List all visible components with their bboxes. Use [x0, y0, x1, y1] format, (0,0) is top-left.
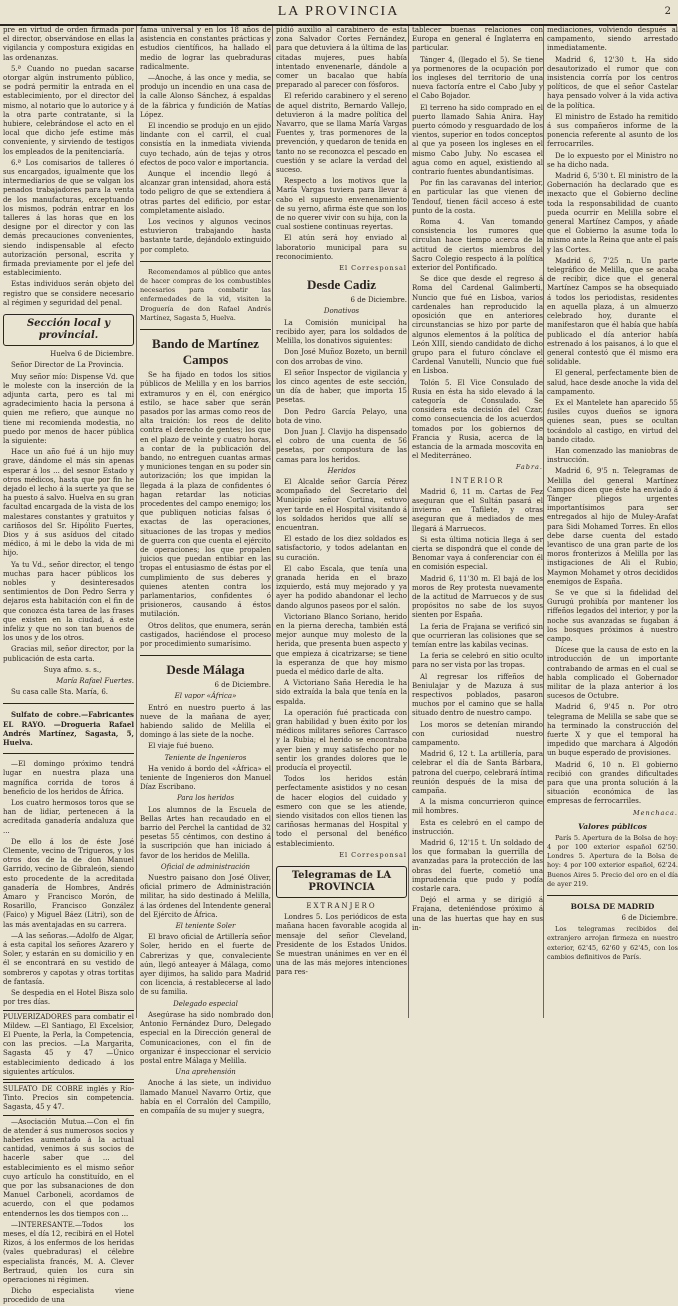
article-heading: Desde Málaga	[166, 662, 245, 678]
paragraph: Entró en nuestro puerto á las nueve de la mañana de ayer, habiendo salido de Melilla el domingo á las siete de la noche.	[140, 703, 271, 740]
paragraph: Madrid 6, 7'25 n. Un parte telegráfico de Melilla, que se acaba de recibir, dice que el general Martínez Campos se ha obsequiado á todos los periodistas, residentes en aquella plaza, á un almuerzo celebrado hoy, durante el manifestaron que él había que había publicado el día anterior había estrenado á los paisanos, á lo que el general contestó que él mismo era solidable.	[547, 256, 678, 367]
section-heading: Sección local y provincial.	[3, 314, 134, 346]
paragraph: Los vecinos y algunos vecinos estuvieron trabajando hasta bastante tarde, dejándolo extinguido por completo.	[140, 218, 271, 254]
column-4	[412, 26, 543, 1018]
paragraph: La feria se celebró en sitio oculto para no ser vista por las tropas.	[412, 652, 543, 670]
paragraph: Nuestro paisano don José Oliver, oficial primero de Administración militar, ha sido destinado á Melilla, á las órdenes del Intendente general del Ejército de África.	[140, 874, 271, 919]
dateline: 6 de Diciembre.	[214, 681, 271, 690]
column-5	[547, 26, 678, 1018]
column-3	[276, 26, 407, 1018]
paragraph: Madrid 6, 9'45 n. Por otro telegrama de Melilla se sabe que se ha terminado la construcción del fuerte X y que el temporal ha impedido que marchara á Algodón un buque esperado de provisiones.	[547, 703, 678, 758]
newspaper-title: LA PROVINCIA	[277, 4, 400, 19]
address: Su casa calle Sta. María, 6.	[11, 688, 109, 697]
paragraph: Madrid 6, 11'30 m. El bajá de los moros de Rey protesta nuevamente de la actitud de Marruecos y de sus propósitos no sabe de los suyos sienten por España.	[412, 574, 543, 620]
dateline: 6 de Diciembre.	[621, 914, 678, 923]
byline: Menchaca.	[633, 808, 678, 817]
paragraph: La feria de Frajana se verificó sin que ocurrieran las colisiones que se temían entre las kabilas vecinas.	[412, 622, 543, 649]
dateline: Huelva 6 de Diciembre.	[50, 350, 134, 359]
column-2	[140, 26, 271, 1115]
paragraph: El ministro de Estado ha remitido á sus compañeros informe de la ponencia referente al asunto de los ferrocarriles.	[547, 112, 678, 149]
subheading: Oficial de administración	[160, 862, 251, 871]
column-1	[3, 26, 134, 1305]
paragraph: De lo expuesto por el Ministro no se ha dicho nada.	[547, 151, 678, 169]
paragraph: El general, perfectamente bien de salud, hace desde anoche la vida del campamento.	[547, 369, 678, 396]
paragraph: Asegúrase ha sido nombrado don Antonio Fernández Duro, Delegado especial en la Dirección general de Comunicaciones, con el fin de organizar é inspeccionar el servicio postal entre Málaga y Melilla.	[140, 1010, 271, 1065]
paragraph: El bravo oficial de Artillería señor Soler, herido en el fuerte de Cabrerizas y que, convaleciente aún, llegó anteayer á Málaga, como ayer dijimos, ha salido para Madrid con licencia, á restablecerse al lado de su familia.	[140, 933, 271, 997]
subheading: El teniente Soler	[175, 922, 236, 931]
paragraph: Se despedia en el Hotel Bisza solo por tres días.	[3, 989, 134, 1007]
paragraph: Dícese que la causa de esto en la introducción de un importante contrabando de armas en el cual se habla complicado el Gobernador militar de la plaza anterior á los sucesos de Octubre.	[547, 646, 678, 701]
market-quotes: Los telegramas recibidos del extranjero arrojan firmeza en nuestro exterior, 62'45, 62'60 y 62'45, con los cambios definitivos de París.	[547, 925, 678, 961]
divider	[3, 753, 134, 754]
subheading: Para los heridos	[176, 794, 235, 803]
paragraph: El terreno ha sido comprado en el puerto llamado Sahia Anira. Hay puerto cómodo y resguardado de los vientos, superior en todos conceptos al que ya poseen los ingleses en el mismo Cabo Juby. No escasea el agua como en aquel, existiendo al contrario fuentes abundantísimas.	[412, 103, 543, 177]
notice: Recomendamos al público que antes de hacer compras de los combustibles necesarios para combatir las enfermedades de la vid, visiten la Droguería de don Rafael Andrés Martínez, Sagasta 5, Huelva.	[140, 267, 271, 322]
dateline: 6 de Diciembre.	[350, 296, 407, 305]
divider	[3, 703, 134, 704]
article-heading: Telegramas de LA PROVINCIA	[276, 866, 407, 898]
paragraph: Dicho especialista viene procedido de una	[3, 1287, 134, 1305]
column-rule	[408, 26, 409, 1018]
paragraph: Don Pedro García Pelayo, una bota de vino.	[276, 407, 407, 425]
masthead	[0, 0, 677, 26]
paragraph: Tolón 5. El Vice Consulado de Rusia en ésta ha sido elevado á la categoría de Consulado. Se considera esta decisión del Czar, como consecuencia de los acuerdos tomados por los gobiernos de Francia y Rusia, acerca de la estancia de la armada moscovita en el Mediterráneo.	[412, 378, 543, 461]
paragraph: Los alumnos de la Escuela de Bellas Artes han recaudado en el barrio del Perchel la cantidad de 32 pesetas 55 céntimos, con destino á la suscripción que han iniciado á favor de los heridos de Melilla.	[140, 805, 271, 860]
subheading: INTERIOR	[450, 476, 505, 485]
paragraph: Anoche á las siete, un individuo llamado Manuel Navarro Ortiz, que había en el Corralón del Campillo, en compañía de su mujer y suegra,	[140, 1079, 271, 1115]
paragraph: El Alcalde señor García Pérez acompañado del Secretario del Municipio señor Cortina, estuvo ayer tarde en el Hospital visitando á los soldados heridos que allí se encuentran.	[276, 477, 407, 532]
paragraph: El atún será hoy enviado al laboratorio municipal para su reconocimiento.	[276, 234, 407, 261]
paragraph: Don José Muñoz Bozeto, un bernil con dos arrobas de vino.	[276, 348, 407, 366]
notice: Sulfato de cobre.—Fabricantes EL RAYO. —Drogueria Rafael Andrés Martínez, Sagasta, 5, Huelva.	[3, 710, 134, 748]
column-rule	[543, 26, 544, 1018]
paragraph: Don Juan J. Clavijo ha dispensado el cobro de una cuenta de 56 pesetas, por compostura de las camas para los heridos.	[276, 427, 407, 464]
paragraph: La operación fué practicada con gran habilidad y buen éxito por los médicos militares señores Carrasco y la Rubia; el herido se encontraba ayer bien y muy satisfecho por no sentir los grandes dolores que le producía el proyectil.	[276, 708, 407, 773]
paragraph: Hace un año fué á un hijo muy grave, dándome el más sin apenas esperar á los ... del sesnor Estado y otros médicos, hasta que por fin he dejado el lecho á la suerte ya que se ha puesto á salvo. Huelva en su gran facultad encargada de la vista de los malestares constantes y gratuitos y cariñosos del Sr. Hipólito Fuertes, Dios y á sus asíduos del citado médico, á mi le debo la vida de mi hijo.	[3, 448, 134, 558]
paragraph: —A las señoras.—Adolfo de Algar, á esta capital los señores Azarero y Soler, y estarán en su domicilio y en él se encontrará en su vestido de sombreros y capotas y otras tortitas de fantasía.	[3, 931, 134, 986]
paragraph: pre en virtud de orden firmada por el director, observándose en ellas la vigilancia y compostura exigidas en las ordenanzas.	[3, 26, 134, 62]
paragraph: Madrid 6, 9'5 n. Telegramas de Melilla del general Martínez Campos dicen que éste ha enviado á Tánger pliegos urgentes importantísimos para ser entregados al hijo de Muley-Arafat para Sidi Mohamed Torres. En ellos debe darse cuenta del estado levantisco de una gran parte de los moros fronterizos á Melilla por las instigaciones de Ali el Rubio, Maymon Mohamet y otros decididos enemigos de España.	[547, 467, 678, 586]
paragraph: Madrid 6, 10 n. El gobierno recibió con grandes dificultades para que una pronta solución á la situación económica de las empresas de ferrocarriles.	[547, 760, 678, 806]
subheading: Heridos	[327, 466, 356, 475]
paragraph: Dejó el arma y se dirigió á Frajana, deteniéndose próximo á una de las huertas que hay en sus in-	[412, 896, 543, 932]
column-rule	[272, 26, 273, 1018]
paragraph: Estas individuos serán objeto del registro que se considere necesario al régimen y seguridad del penal.	[3, 280, 134, 307]
paragraph: El cabo Escala, que tenía una granada herida en el brazo izquierdo, está muy mejorado y ya ayer ha podido abandonar el lecho dando algunos paseos por el salón.	[276, 564, 407, 610]
paragraph: Los moros se detenían mirando con curiosidad nuestro campamento.	[412, 720, 543, 748]
closing: Suya afmo. s. s.,	[43, 665, 102, 674]
paragraph: Los cuatro hermosos toros que se han de lidiar, pertenecen á la acreditada ganadería andaluza que ...	[3, 799, 134, 835]
paragraph: Se ve que si la fidelidad del Gurugú prohibía por mantener los riffeños legados del interior, y por la noche sus avanzadas se fugaban á los bosques próximos á nuestro campo.	[547, 588, 678, 643]
subheading: El vapor «África»	[174, 692, 237, 701]
paragraph: Aunque el incendio llegó á alcanzar gran intensidad, ahora está todo peligro de que se extendiera á otras partes del edificio, por estar completamente aislado.	[140, 170, 271, 215]
divider	[140, 329, 271, 330]
paragraph: Todos los heridos están perfectamente asistidos y no cesan de hacer elogios del cuidado y esmero con que se les atiende, siendo visitados con ellos tienen las cariñosas hermanas del Hospital y todo el personal del benéfico establecimiento.	[276, 775, 407, 848]
paragraph: Madrid 6, 12'15 t. Un soldado de los que formaban la guerrilla de avanzadas para la protección de las obras del fuerte, cometió una imprudencia que pudo y podía costarle cara.	[412, 839, 543, 894]
paragraph: Tánger 4, (llegado el 5). Se tiene ya pormenores de la ocupación por los ingleses del territorio de una nueva factoría entre el Cabo Juby y el Cabo Bojador.	[412, 55, 543, 101]
paragraph: Ha venido á bordo del «África» el teniente de Ingenieros don Manuel Díaz Escribano.	[140, 764, 271, 792]
paragraph: El viaje fué bueno.	[148, 742, 214, 751]
subheading: Valores públicos	[578, 821, 647, 831]
byline: El Corresponsal	[339, 850, 407, 859]
paragraph: Ex el Mantelete han aparecido 55 fusiles cuyos dueños se ignora quienes sean, pues se ocultan tocándolo al castigo, en virtud del bando citado.	[547, 398, 678, 444]
paragraph: Han comenzado las maniobras de instrucción.	[547, 446, 678, 465]
subheading: Una aprehensión	[175, 1068, 236, 1077]
paragraph: El referido carabinero y el sereno de aquel distrito, Bernardo Vallejo, detuvieron á la madre política del Navarro, que se llama María Vargas Fuentes y, tras pormenores de la prevención, y quedaron de tenida en tanto no se reconozca el pescado en cuestión y se aclare la verdad del suceso.	[276, 92, 407, 175]
paragraph: 6.ª Los comisarios de talleres ó sus encargados, igualmente que los intermediarios de que se valgan los penados trabajadores para la venta de los manufacturas, exceptuando los mismos, podrán entrar en los talleres á las horas que en los designe por el director y con las demás precauciones convenientes, siendo indispensable al efecto autorización personal, escrita y firmada previamente por el jefe del establecimiento.	[3, 158, 134, 278]
subheading: Teniente de Ingenieros	[164, 753, 247, 762]
paragraph: Ya tu Vd., señor director, el tengo muchas para hacer públicos los nobles y desinteresados sentimientos de Don Pedro Serra y dejaros esta habitación con el fin de que conozca ésta tarea de las frases que existen en la ciudad, á este infeliz y que no son tan buenos de los unos y de los otros.	[3, 560, 134, 643]
subheading: Donativos	[323, 307, 360, 316]
paragraph: Respecto a los motivos que la María Vargas tuviera para llevar á cabo el supuesto envenenamiento de su yerno, afirma éste que son los de no querer vivir con su hija, con la cual sostiene continuas reyertas.	[276, 177, 407, 232]
byline: Fabra.	[515, 463, 543, 472]
paragraph: La Comisión municipal ha recibido ayer, para los soldados de Melilla, los donativos siguientes:	[276, 318, 407, 346]
market-quotes: París 5. Apertura de la Bolsa de hoy: 4 por 100 exterior español 62'50. Londres 5. Apertura de la Bolsa de hoy: 4 por 100 exterior español, 62'24. Buenos Aires 5. Precio del oro en el día de ayer 219.	[547, 833, 678, 888]
paragraph: Madrid 6, 12 t. La artillería, para celebrar el día de Santa Bárbara, patrona del cuerpo, celebrará íntima reunión después de la misa de campaña.	[412, 750, 543, 796]
paragraph: Se ha fijado en todos los sitios públicos de Melilla y en los barrios extramuros y en él, con enérgico estilo, se hace saber que serán pasados por las armas como reos de alta traición: los reos de delito contra el derecho de gentes; los que en el plazo de veinte y cuatro horas, a contar de la publicación del bando, no entreguen cuantas armas y municiones tengan en su poder sin autorización; los que impidan la llegada á la plaza de confidentes ó hagan retardar las noticias procedentes del campo enemigo; los que publiquen noticias falsas ó exactas de las operaciones, situaciones de las tropas y medios de guerra con que cuenta el ejército de operaciones; los que propalen juicios que puedan entibiar en las tropas el entusiasmo de éstas por el cumplimiento de sus deberes y quienes atenten contra los parlamentarios, confidentes ó prisioneros, causando á éstos mutilación.	[140, 371, 271, 619]
paragraph: Madrid 6, 12'30 t. Ha sido desautorizado el rumor que con insistencia corría por los centros políticos, de que el señor Castelar haya pensado volver á la vida activa de la política.	[547, 55, 678, 110]
subheading: BOLSA DE MADRID	[570, 902, 655, 912]
paragraph: tablecer buenas relaciones con Europa en general é Inglaterra en particular.	[412, 26, 543, 53]
subheading: Delegado especial	[173, 999, 238, 1008]
article-heading: Desde Cadiz	[307, 277, 376, 293]
paragraph: Por fin las caravanas del interior, en particular las que vienen de Tendouf, tienen fácil acceso á este punto de la costa.	[412, 179, 543, 215]
byline: El Corresponsal	[339, 264, 407, 273]
paragraph: Esta es celebró en el campo de instrucción.	[412, 818, 543, 836]
advertisement: PULVERIZADORES para combatir el Mildew. —El Santiago, El Excelsior, El Puente, la Perla, la Competencia, con las precios. —La Margarita, Sagasta 45 y 47 —Único establecimiento dedicado á los siguientes artículos.	[3, 1010, 134, 1080]
paragraph: —INTERESANTE.—Todos los meses, el día 12, recibirá en el Hotel Rizos, á los enfermos de los heridas (vales quebraduras) el célebre especialista francés, M. A. Clever Bertraud, quien los cura sin operaciones ni régimen.	[3, 1220, 134, 1284]
divider	[140, 261, 271, 262]
page-number: 2	[664, 6, 671, 17]
salutation: Señor Director de La Provincia.	[11, 361, 124, 370]
paragraph: El estado de los diez soldados es satisfactorio, y todos adelantan en su curación.	[276, 535, 407, 562]
subheading: EXTRANJERO	[306, 902, 377, 911]
paragraph: mediaciones, volviendo después al campamento, siendo arrestado inmediatamente.	[547, 26, 678, 53]
paragraph: Victoriano Blanco Soriano, herido en la pierna derecha, también está mejor aunque muy molesto de la herida, que presenta buen aspecto y que empieza á cicatrizarse; se tiene la esperanza de que hoy mismo pueda el médico darle de alta.	[276, 612, 407, 676]
paragraph: De ello á los de éste José Clemente, vecino de Trigueros, y los otros dos de la de don Manuel Garrido, vecino de Gibraleón, siendo esto procedente de la acreditada ganadería de Hombres, Andrés Amaro y Francisco Morón, de Rosarillo, Francisco González (Faico) y Miguel Báez (Litri), son de las más aventajadas en su carrera.	[3, 837, 134, 929]
paragraph: Muy señor mío: Dispense Vd. que le moleste con la inserción de la adjunta carta, pero es tal mi agradecimiento hacia la persona á quien me refiero, que aunque no tiene mi recomienda modestia, no puedo por menos de hacer pública la siguiente:	[3, 372, 134, 445]
paragraph: Madrid 6, 11 m. Cartas de Fez aseguran que el Sultán pasará el invierno en Tafilete, y otras aseguran que á mediados de mes llegará á Marruecos.	[412, 487, 543, 533]
column-rule	[136, 26, 137, 1018]
paragraph: Si esta última noticia llega á ser cierta se dispondrá que el conde de Benomar vaya á conferenciar con él en comisión especial.	[412, 535, 543, 572]
paragraph: Roma 4. Van tomando consistencia los rumores que circulan hace tiempo acerca de la actitud de ciertos miembros del Sacro Colegio respecto á la política exterior del Pontificado.	[412, 218, 543, 273]
divider	[140, 655, 271, 656]
advertisement: SULFATO DE COBRE inglés y Río-Tinto. Precios sin competencia. Sagasta, 45 y 47.	[3, 1082, 134, 1116]
paragraph: Se dice que desde el regreso á Roma del Cardenal Galimberti, Nuncio que fué en Lisboa, varios cardenales han reproducido la oposición que en anteriores circunstancias se hizo por parte de algunos elementos á la política de León XIII, siendo candidato de dicho grupo para el futuro cónclave el Cardenal Vanutelli, Nuncio que fué en Lisboa.	[412, 275, 543, 376]
paragraph: A Victoriano Saña Heredia le ha sido extraída la bala que tenía en la espalda.	[276, 679, 407, 706]
paragraph: El incendio se produjo en un ejido lindante con el carril, el cual consistía en la inmediata vivienda cuyo techado, aún de tejas y otros efectos de poco valor e importancia.	[140, 122, 271, 167]
paragraph: pidió auxilio al carabinero de esta zona Salvador Cortes Fernández, para que detuviera á la última de las citadas mujeres, pues había intentado envenenarle, dándole a comer un bacalao que había preparado al parecer con fósforos.	[276, 26, 407, 90]
paragraph: A la misma concurrieron quince mil hombres.	[412, 798, 543, 816]
paragraph: —El domingo próximo tendrá lugar en nuestra plaza una magnífica corrida de toros á beneficio de los heridos de África.	[3, 760, 134, 796]
paragraph: Al regresar los riffeños de Beniulajar y de Mazuza á sus respectivos poblados, pasaron muchos por el camino que se halla situado dentro de nuestro campo.	[412, 672, 543, 718]
paragraph: —Anoche, á las once y media, se produjo un incendio en una casa de la calle Alonso Sánchez, á espaldas de la fábrica y fundición de Matías López.	[140, 74, 271, 119]
paragraph: Gracias mil, señor director, por la publicación de esta carta.	[3, 645, 134, 663]
divider	[547, 895, 678, 896]
paragraph: El señor Inspector de vigilancia y los cinco agentes de este sección, un día de haber, que importa 15 pesetas.	[276, 368, 407, 405]
paragraph: —Asociación Mutua.—Con el fin de atender á sus numerosos socios y haberles aumentado á la actual cantidad, venimos á sus socios de hacerle saber que ... del establecimiento es el mismo señor cuyo artículo ha constituído, en el que por las subsanaciones de don Manuel Carboneli, acordamos de acuerdo, con el que podamos entendernos les dos tiempos con ...	[3, 1117, 134, 1218]
signature: María Rafael Fuertes.	[56, 677, 134, 685]
paragraph: fama universal y en los 18 años de asistencia en constantes prácticas y estudios científicos, ha hallado el medio de lograr las quebraduras radicalmente.	[140, 26, 271, 71]
paragraph: Otros delitos, que enumera, serán castigados, haciéndose el proceso por procedimiento sumarísimo.	[140, 621, 271, 648]
paragraph: 5.ª Cuando no puedan sacarse otorgar algún instrumento público, se podrá permitir la entrada en el establecimiento, por el director del mismo, al notario que lo autorice y á la otra parte contratante, si la hubiere, celebrándose el acto en el local que dicho jefe estime más conveniente, y sirviendo de testigos los empleados de la penitenciaría.	[3, 64, 134, 156]
article-heading: Bando de Martínez Campos	[152, 336, 259, 368]
paragraph: Londres 5. Los periódicos de esta mañana hacen favorable acogida al mensaje del señor Cleveland, Presidente de los Estados Unidos. Se muestran unánimes en ver en él una de las más mejores intenciones para res-	[276, 913, 407, 977]
paragraph: Madrid 6, 5'30 t. El ministro de la Gobernación ha declarado que es inexacto que el Gobierno decline toda la responsabilidad de cuanto pueda ocurrir en Melilla sobre el general Martínez Campos, y añade que el Gobierno la asume toda lo mismo ante la Reina que ante el país y las Cortes.	[547, 172, 678, 254]
